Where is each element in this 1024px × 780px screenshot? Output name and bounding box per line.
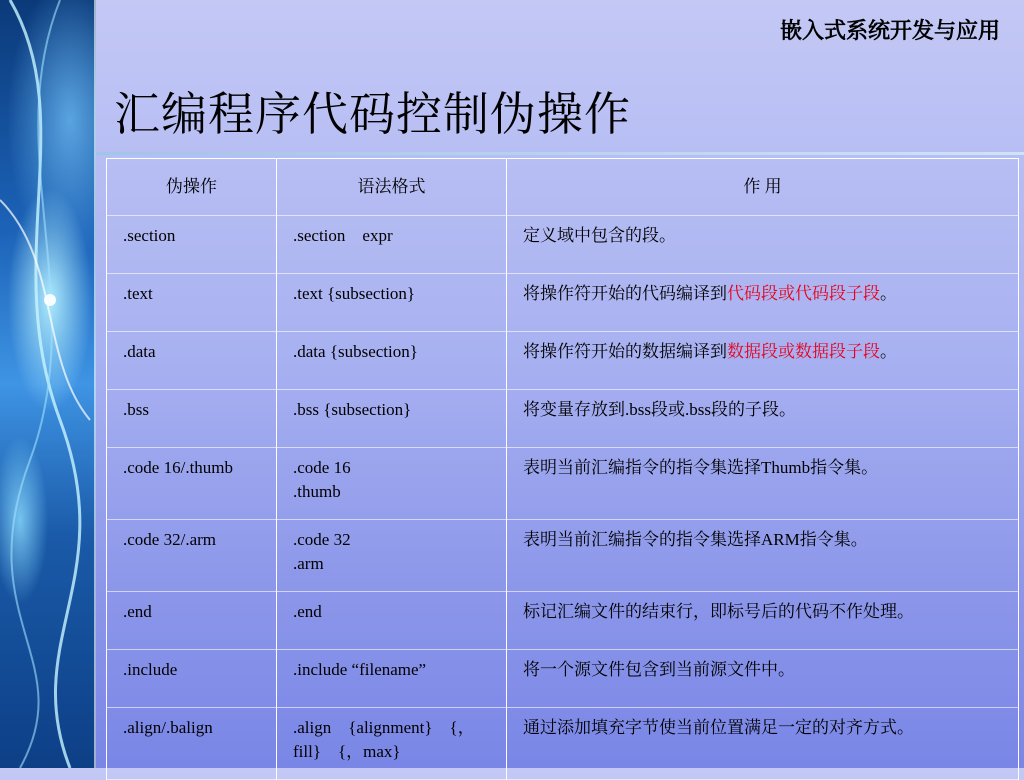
table-row [107, 650, 1019, 708]
desc-highlight: 代码段或代码段子段 [727, 284, 880, 303]
cell-op: .data [107, 332, 277, 390]
desc-end: 。 [880, 342, 897, 361]
decorative-light-panel [0, 0, 96, 768]
table-header-row [107, 159, 1019, 216]
cell-syntax: .section expr [277, 216, 507, 274]
desc-end: 。 [880, 284, 897, 303]
cell-desc: 表明当前汇编指令的指令集选择Thumb指令集。 [507, 448, 1019, 520]
cell-syntax [277, 448, 507, 520]
cell-op: .code 16/.thumb [107, 448, 277, 520]
cell-desc: 定义域中包含的段。 [507, 216, 1019, 274]
table-row [107, 520, 1019, 592]
column-header-op: 伪操作 [107, 159, 277, 216]
cell-op: .end [107, 592, 277, 650]
desc-highlight: 数据段或数据段子段 [727, 342, 880, 361]
syntax-line-1: .code 32 [293, 530, 351, 549]
cell-op: .bss [107, 390, 277, 448]
table-row [107, 216, 1019, 274]
cell-op: .include [107, 650, 277, 708]
table-row [107, 592, 1019, 650]
cell-op: .align/.balign [107, 708, 277, 780]
title-divider [96, 152, 1024, 155]
syntax-line-2: fill} {，max} [293, 742, 401, 761]
pseudo-op-table [106, 158, 1019, 780]
cell-desc: 标记汇编文件的结束行，即标号后的代码不作处理。 [507, 592, 1019, 650]
cell-syntax: .bss {subsection} [277, 390, 507, 448]
cell-desc [507, 332, 1019, 390]
cell-op: .text [107, 274, 277, 332]
cell-op: .section [107, 216, 277, 274]
syntax-line-2: .thumb [293, 482, 341, 501]
cell-desc: 通过添加填充字节使当前位置满足一定的对齐方式。 [507, 708, 1019, 780]
cell-syntax [277, 520, 507, 592]
table-row [107, 332, 1019, 390]
cell-desc [507, 274, 1019, 332]
desc-text: 将操作符开始的数据编译到 [523, 342, 727, 361]
cell-desc: 将变量存放到.bss段或.bss段的子段。 [507, 390, 1019, 448]
desc-text: 将操作符开始的代码编译到 [523, 284, 727, 303]
table-row [107, 708, 1019, 780]
cell-syntax: .text {subsection} [277, 274, 507, 332]
cell-syntax [277, 708, 507, 780]
syntax-line-1: .align {alignment} {， [293, 718, 475, 737]
table-row [107, 390, 1019, 448]
cell-desc: 表明当前汇编指令的指令集选择ARM指令集。 [507, 520, 1019, 592]
column-header-function: 作 用 [507, 159, 1019, 216]
cell-desc: 将一个源文件包含到当前源文件中。 [507, 650, 1019, 708]
cell-syntax: .include “filename” [277, 650, 507, 708]
syntax-line-1: .code 16 [293, 458, 351, 477]
course-title: 嵌入式系统开发与应用 [779, 19, 1000, 44]
cell-syntax: .data {subsection} [277, 332, 507, 390]
syntax-line-2: .arm [293, 554, 324, 573]
table-row [107, 274, 1019, 332]
slide-title: 汇编程序代码控制伪操作 [114, 89, 631, 140]
table-row [107, 448, 1019, 520]
column-header-syntax: 语法格式 [277, 159, 507, 216]
cell-syntax: .end [277, 592, 507, 650]
cell-op: .code 32/.arm [107, 520, 277, 592]
